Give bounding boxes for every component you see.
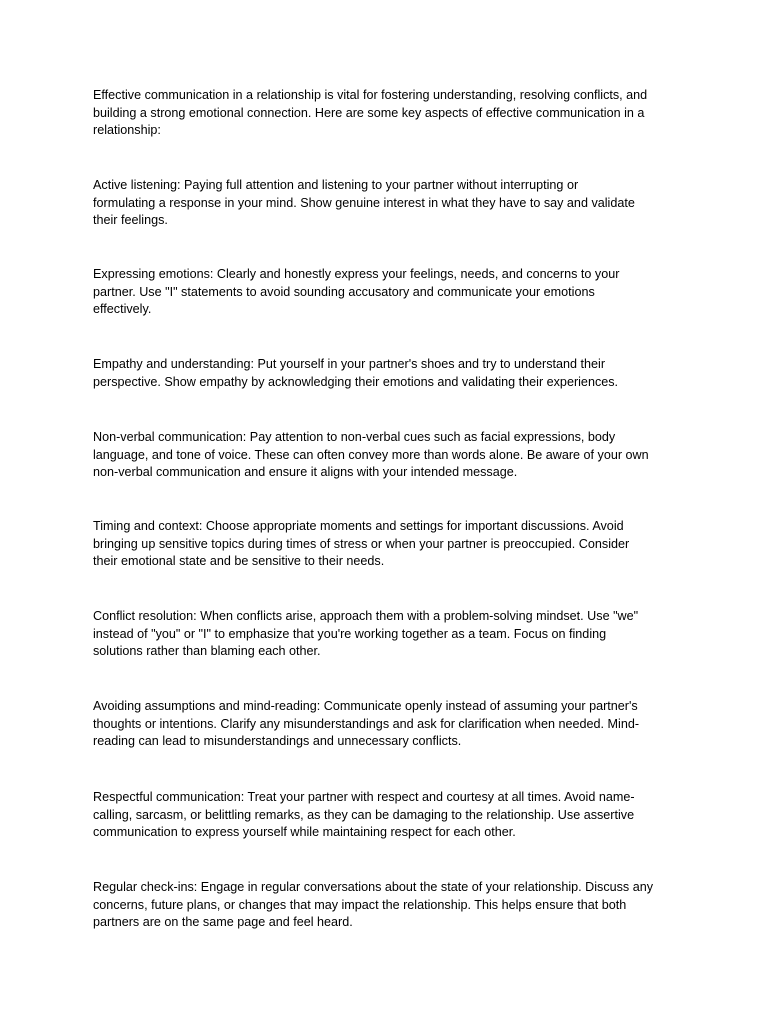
text-line: calling, sarcasm, or belittling remarks, as they can be damaging to the relationship. Use assertive xyxy=(93,807,635,822)
text-line: Timing and context: Choose appropriate moments and settings for important discussions. Avoid xyxy=(93,519,624,533)
text-line: Non-verbal communication: Pay attention to non-verbal cues such as facial expressions, body xyxy=(93,430,616,444)
text-line: Regular check-ins: Engage in regular conversations about the state of your relationship. Discuss any xyxy=(93,880,654,894)
text-line: reading can lead to misunderstandings and unnecessary conflicts. xyxy=(93,734,462,749)
text-line: their emotional state and be sensitive to their needs. xyxy=(93,554,385,569)
text-line: instead of "you" or "I" to emphasize that you're working together as a team. Focus on finding xyxy=(93,626,607,641)
text-line: Empathy and understanding: Put yourself in your partner's shoes and try to understand their xyxy=(93,357,606,371)
regular-check-ins-paragraph xyxy=(93,879,683,932)
text-line: Active listening: Paying full attention and listening to your partner without interrupting or xyxy=(93,178,579,192)
text-line: language, and tone of voice. These can often convey more than words alone. Be aware of your own xyxy=(93,447,649,462)
text-line: Respectful communication: Treat your partner with respect and courtesy at all times. Avoid name- xyxy=(93,790,635,804)
text-line: thoughts or intentions. Clarify any misunderstandings and ask for clarification when needed. Mind- xyxy=(93,716,640,731)
empathy-paragraph xyxy=(93,356,683,391)
text-line: bringing up sensitive topics during times of stress or when your partner is preoccupied. Consider xyxy=(93,536,630,551)
text-line: concerns, future plans, or changes that may impact the relationship. This helps ensure that both xyxy=(93,897,627,912)
text-line: formulating a response in your mind. Show genuine interest in what they have to say and validate xyxy=(93,195,635,210)
text-line: partners are on the same page and feel heard. xyxy=(93,915,353,930)
text-line: perspective. Show empathy by acknowledging their emotions and validating their experiences. xyxy=(93,374,619,389)
non-verbal-paragraph xyxy=(93,429,683,482)
expressing-emotions-paragraph xyxy=(93,266,683,319)
text-line: Avoiding assumptions and mind-reading: Communicate openly instead of assuming your partner's xyxy=(93,699,638,713)
text-line: their feelings. xyxy=(93,213,168,228)
text-line: building a strong emotional connection. Here are some key aspects of effective communication in a xyxy=(93,105,645,120)
conflict-resolution-paragraph xyxy=(93,608,683,661)
text-line: solutions rather than blaming each other. xyxy=(93,644,321,659)
avoiding-assumptions-paragraph xyxy=(93,698,683,751)
text-line: relationship: xyxy=(93,123,161,138)
text-line: effectively. xyxy=(93,302,152,317)
text-line: non-verbal communication and ensure it aligns with your intended message. xyxy=(93,465,518,480)
intro-paragraph xyxy=(93,87,683,140)
active-listening-paragraph xyxy=(93,177,683,230)
text-line: Conflict resolution: When conflicts arise, approach them with a problem-solving mindset. Use "we" xyxy=(93,609,639,623)
text-line: partner. Use "I" statements to avoid sounding accusatory and communicate your emotions xyxy=(93,284,595,299)
text-line: Expressing emotions: Clearly and honestly express your feelings, needs, and concerns to your xyxy=(93,267,620,281)
respectful-communication-paragraph xyxy=(93,789,683,842)
timing-context-paragraph xyxy=(93,518,683,571)
text-line: Effective communication in a relationship is vital for fostering understanding, resolving conflicts, and xyxy=(93,88,648,102)
text-line: communication to express yourself while maintaining respect for each other. xyxy=(93,825,516,840)
